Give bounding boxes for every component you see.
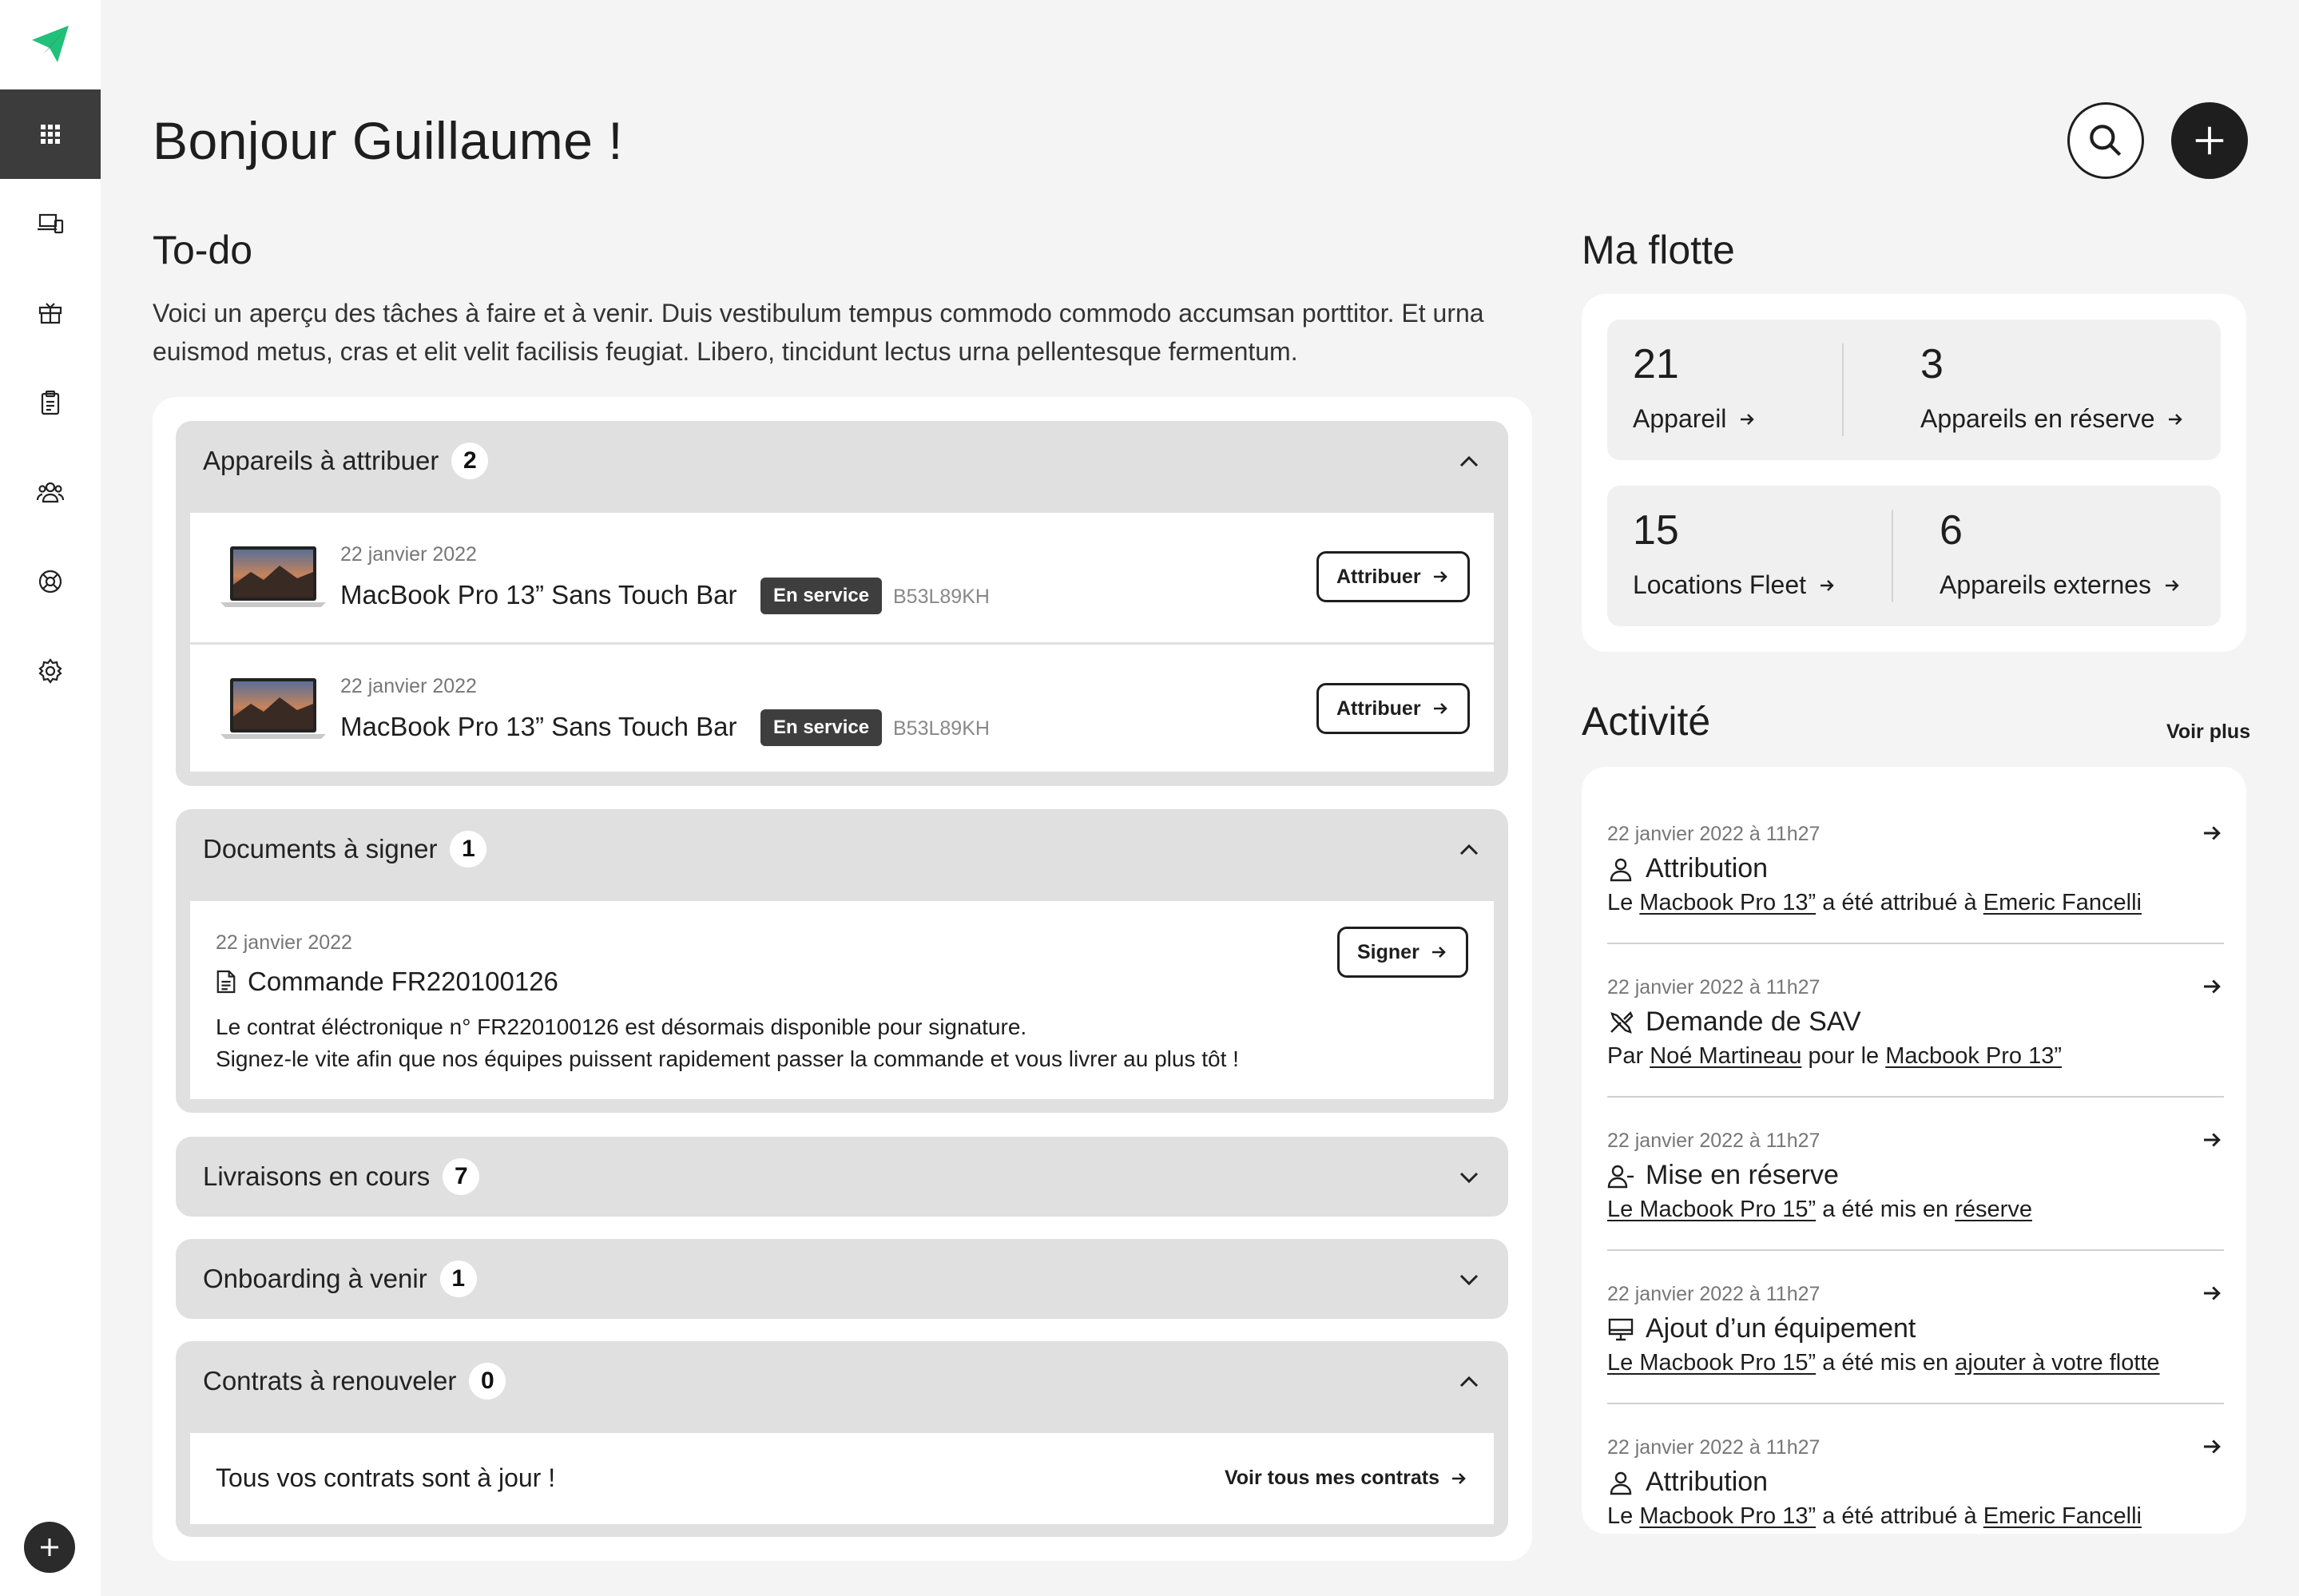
arrow-right-icon <box>2166 410 2185 429</box>
item-title: MacBook Pro 13” Sans Touch Bar <box>340 580 737 609</box>
text-segment: Le <box>1607 1503 1640 1529</box>
group-devices-to-assign <box>176 421 1508 786</box>
group-body <box>190 901 1494 1099</box>
link[interactable]: Emeric Fancelli <box>1983 890 2142 915</box>
stat-label: Locations Fleet <box>1633 570 1807 599</box>
sidebar-item-team[interactable] <box>0 447 101 537</box>
activity-title-label: Attribution <box>1646 1467 1769 1497</box>
item-date: 22 janvier 2022 <box>340 543 477 566</box>
arrow-right-icon[interactable] <box>2200 1128 2224 1152</box>
group-header[interactable] <box>176 809 1508 889</box>
search-icon <box>2086 121 2126 161</box>
stat-link-devices[interactable] <box>1633 404 1757 434</box>
view-contracts-link[interactable] <box>1225 1467 1468 1490</box>
group-deliveries <box>176 1137 1508 1217</box>
chevron-up-icon[interactable] <box>1457 450 1481 474</box>
sidebar <box>0 0 101 1596</box>
link[interactable]: Macbook Pro 13” <box>1639 1503 1817 1529</box>
activity-title: Activité <box>1582 699 1711 744</box>
activity-title-label: Ajout d’un équipement <box>1646 1313 1916 1344</box>
sidebar-item-dashboard[interactable] <box>0 89 101 179</box>
assign-button-label: Attribuer <box>1336 565 1421 588</box>
group-label: Appareils à attribuer <box>203 446 439 475</box>
team-icon <box>36 478 65 506</box>
link[interactable]: Macbook Pro 13” <box>1885 1043 2063 1069</box>
activity-item[interactable] <box>1607 944 2224 1098</box>
user-icon <box>1607 856 1634 883</box>
description-line: Signez-le vite afin que nos équipes puissent rapidement passer la commande et vous livrer au plus tôt ! <box>216 1046 1239 1071</box>
arrow-right-icon <box>1429 943 1448 962</box>
arrow-right-icon[interactable] <box>2200 1435 2224 1459</box>
activity-title <box>1607 853 1768 884</box>
sign-button[interactable] <box>1337 927 1468 978</box>
group-count-badge: 7 <box>443 1158 479 1195</box>
link[interactable]: Emeric Fancelli <box>1983 1503 2142 1529</box>
link[interactable]: réserve <box>1955 1197 2032 1222</box>
link[interactable]: Noé Martineau <box>1650 1043 1802 1069</box>
group-label: Documents à signer <box>203 834 438 864</box>
monitor-icon <box>1607 1316 1634 1343</box>
serial-number: B53L89KH <box>893 717 990 740</box>
group-count-badge: 0 <box>469 1363 506 1399</box>
activity-item[interactable] <box>1607 791 2224 944</box>
text-segment: pour le <box>1801 1043 1886 1069</box>
text-segment: a été mis en <box>1816 1197 1956 1222</box>
stat-link-reserve[interactable] <box>1920 404 2185 434</box>
text-segment: a été mis en <box>1816 1350 1956 1376</box>
add-button[interactable] <box>2171 102 2248 179</box>
stat-value: 3 <box>1920 341 1944 387</box>
arrow-right-icon <box>2162 576 2182 595</box>
status-badge: En service <box>760 578 882 614</box>
activity-text <box>1607 1350 2160 1376</box>
sidebar-item-tasks[interactable] <box>0 358 101 447</box>
link[interactable]: Le Macbook Pro 15” <box>1607 1350 1817 1376</box>
logo-icon[interactable] <box>29 22 72 66</box>
stat-label: Appareil <box>1633 404 1727 433</box>
activity-title-label: Mise en réserve <box>1646 1160 1839 1190</box>
box-icon <box>36 299 65 328</box>
stat-label: Appareils externes <box>1940 570 2152 599</box>
activity-item[interactable] <box>1607 1404 2224 1558</box>
description-line: Le contrat éléctronique n° FR220100126 est désormais disponible pour signature. <box>216 1014 1027 1039</box>
activity-date: 22 janvier 2022 à 11h27 <box>1607 1436 1821 1459</box>
text-segment: Le <box>1607 890 1640 915</box>
activity-title <box>1607 1313 1916 1344</box>
activity-title-label: Attribution <box>1646 853 1769 883</box>
laptop-image <box>219 675 328 744</box>
see-more-link[interactable]: Voir plus <box>2166 721 2251 743</box>
group-contracts <box>176 1341 1508 1537</box>
activity-date: 22 janvier 2022 à 11h27 <box>1607 823 1821 845</box>
view-contracts-label: Voir tous mes contrats <box>1224 1467 1439 1489</box>
fleet-stats-row <box>1607 486 2221 626</box>
page-title: Bonjour Guillaume ! <box>153 111 624 170</box>
user-icon <box>1607 1469 1634 1496</box>
group-count-badge: 1 <box>440 1261 477 1297</box>
text-segment: a été attribué à <box>1816 890 1983 915</box>
clipboard-icon <box>36 388 65 417</box>
chevron-up-icon[interactable] <box>1457 838 1481 862</box>
activity-title <box>1607 1006 1861 1038</box>
item-date: 22 janvier 2022 <box>216 931 352 954</box>
group-count-badge: 1 <box>450 831 486 867</box>
laptop-image <box>219 543 328 612</box>
text-segment: a été attribué à <box>1816 1503 1983 1529</box>
activity-text <box>1607 1197 2032 1223</box>
activity-date: 22 janvier 2022 à 11h27 <box>1607 976 1821 998</box>
chevron-up-icon[interactable] <box>1457 1370 1481 1394</box>
fleet-stats-row <box>1607 320 2221 460</box>
tools-icon <box>1607 1009 1634 1036</box>
link[interactable]: Macbook Pro 13” <box>1639 890 1817 915</box>
activity-title <box>1607 1160 1839 1191</box>
group-label: Contrats à renouveler <box>203 1366 457 1396</box>
plus-icon <box>2191 122 2228 159</box>
document-title-row <box>216 967 558 997</box>
activity-title-label: Demande de SAV <box>1646 1006 1861 1037</box>
stat-label: Appareils en réserve <box>1920 404 2155 433</box>
settings-icon <box>36 657 65 685</box>
chevron-down-icon[interactable] <box>1457 1165 1481 1189</box>
group-header[interactable] <box>176 1239 1508 1319</box>
sign-button-label: Signer <box>1357 940 1420 963</box>
sidebar-item-support[interactable] <box>0 537 101 626</box>
search-button[interactable] <box>2067 102 2144 179</box>
stat-link-rentals[interactable] <box>1633 570 1836 600</box>
contracts-message: Tous vos contrats sont à jour ! <box>216 1463 556 1492</box>
serial-number: B53L89KH <box>893 586 990 608</box>
activity-text <box>1607 890 2142 916</box>
support-icon <box>36 567 65 596</box>
item-date: 22 janvier 2022 <box>340 675 477 697</box>
document-icon <box>216 970 236 994</box>
link[interactable]: Le Macbook Pro 15” <box>1607 1197 1817 1222</box>
divider <box>1892 510 1893 602</box>
arrow-right-icon <box>1449 1469 1468 1488</box>
assign-button-label: Attribuer <box>1336 697 1421 720</box>
chevron-down-icon[interactable] <box>1457 1268 1481 1292</box>
grid-icon <box>36 120 65 149</box>
stat-link-external[interactable] <box>1940 570 2182 600</box>
arrow-right-icon <box>1431 567 1450 586</box>
arrow-right-icon <box>1431 699 1450 718</box>
list-item <box>190 513 1494 642</box>
group-onboarding <box>176 1239 1508 1319</box>
group-label: Livraisons en cours <box>203 1161 431 1191</box>
activity-date: 22 janvier 2022 à 11h27 <box>1607 1130 1821 1152</box>
item-title: MacBook Pro 13” Sans Touch Bar <box>340 712 737 741</box>
assign-button[interactable] <box>1316 551 1470 602</box>
group-header[interactable] <box>176 1137 1508 1217</box>
group-label: Onboarding à venir <box>203 1264 427 1293</box>
sidebar-item-settings[interactable] <box>0 626 101 716</box>
devices-icon <box>36 209 65 238</box>
group-count-badge: 2 <box>451 443 488 479</box>
todo-description: Voici un aperçu des tâches à faire et à venir. Duis vestibulum tempus commodo commodo accumsan porttitor. Et urna euismod metus, cras et elit velit facilisis feugiat. Libero, tincidunt lectus urna pellentesque fermentum. <box>153 299 1484 366</box>
text-segment: Par <box>1607 1043 1650 1069</box>
arrow-right-icon[interactable] <box>2200 1281 2224 1305</box>
group-body <box>190 1433 1494 1524</box>
group-documents-to-sign <box>176 809 1508 1113</box>
activity-date: 22 janvier 2022 à 11h27 <box>1607 1283 1821 1305</box>
group-body <box>190 513 1494 772</box>
user-minus-icon <box>1607 1162 1634 1189</box>
todo-title: To-do <box>153 228 253 272</box>
activity-item[interactable] <box>1607 1251 2224 1404</box>
activity-text <box>1607 1503 2142 1530</box>
sidebar-item-devices[interactable] <box>0 179 101 268</box>
activity-text <box>1607 1043 2062 1070</box>
plus-icon <box>38 1535 62 1559</box>
arrow-right-icon[interactable] <box>2200 821 2224 845</box>
list-item <box>190 645 1494 774</box>
activity-title <box>1607 1467 1768 1498</box>
stat-value: 21 <box>1633 341 1679 387</box>
sidebar-add-button[interactable] <box>24 1522 75 1573</box>
status-badge: En service <box>760 709 882 746</box>
stat-value: 6 <box>1940 507 1963 554</box>
arrow-right-icon[interactable] <box>2200 975 2224 998</box>
fleet-panel <box>1582 294 2246 652</box>
item-description <box>216 1011 1239 1075</box>
sidebar-item-orders[interactable] <box>0 268 101 358</box>
item-title: Commande FR220100126 <box>248 967 558 996</box>
group-header[interactable] <box>176 421 1508 501</box>
arrow-right-icon <box>1817 576 1836 595</box>
fleet-title: Ma flotte <box>1582 228 1735 272</box>
link[interactable]: ajouter à votre flotte <box>1955 1350 2160 1376</box>
stat-value: 15 <box>1633 507 1679 554</box>
arrow-right-icon <box>1737 410 1757 429</box>
activity-item[interactable] <box>1607 1098 2224 1251</box>
divider <box>1842 343 1844 436</box>
assign-button[interactable] <box>1316 683 1470 734</box>
group-header[interactable] <box>176 1341 1508 1421</box>
